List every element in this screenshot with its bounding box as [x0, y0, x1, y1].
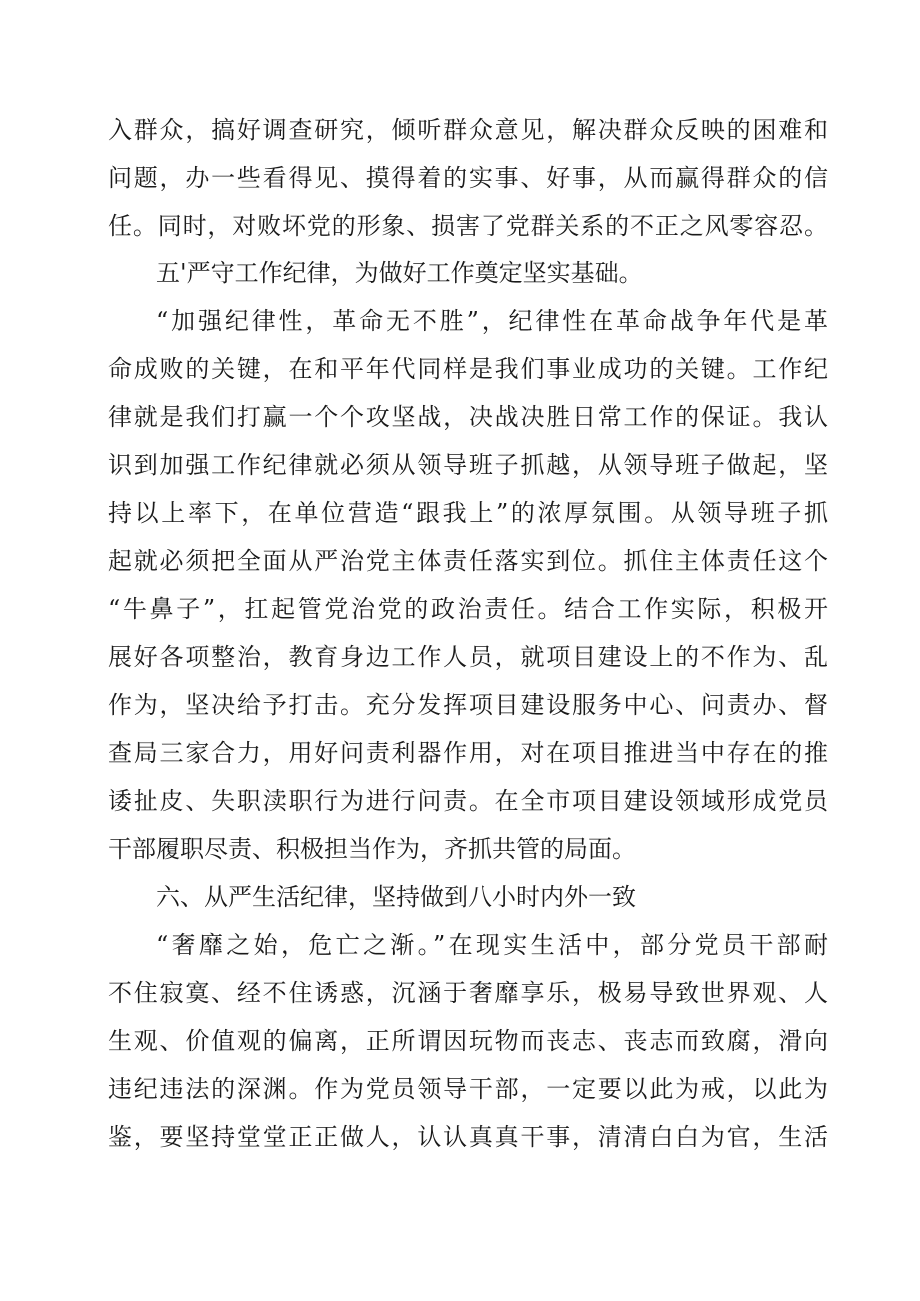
paragraph-line: “牛鼻子”，扛起管党治党的政治责任。结合工作实际，积极开	[108, 595, 828, 623]
paragraph-line: “奢靡之始，危亡之渐。”在现实生活中，部分党员干部耐	[156, 931, 828, 959]
paragraph-line: 问题，办一些看得见、摸得着的实事、好事，从而赢得群众的信	[108, 164, 828, 192]
paragraph-line: 持以上率下，在单位营造“跟我上”的浓厚氛围。从领导班子抓	[108, 499, 828, 527]
paragraph-line: 不住寂寞、经不住诱惑，沉涵于奢靡享乐，极易导致世界观、人	[108, 979, 828, 1007]
paragraph-line: 作为，坚决给予打击。充分发挥项目建设服务中心、问责办、督	[108, 691, 828, 719]
paragraph-line: 识到加强工作纪律就必须从领导班子抓越，从领导班子做起，坚	[108, 451, 828, 479]
paragraph-line: 律就是我们打赢一个个攻坚战，决战决胜日常工作的保证。我认	[108, 403, 828, 431]
section-heading-5: 五'严守工作纪律，为做好工作奠定坚实基础。	[156, 259, 643, 287]
paragraph-line: 鉴，要坚持堂堂正正做人，认认真真干事，清清白白为官，生活	[108, 1123, 828, 1151]
paragraph-line: “加强纪律性，革命无不胜”，纪律性在革命战争年代是革	[156, 307, 828, 335]
paragraph-line: 任。同时，对败坏党的形象、损害了党群关系的不正之风零容忍。	[108, 212, 828, 240]
paragraph-line: 入群众，搞好调查研究，倾听群众意见，解决群众反映的困难和	[108, 116, 828, 144]
paragraph-line: 诿扯皮、失职渎职行为进行问责。在全市项目建设领域形成党员	[108, 787, 828, 815]
paragraph-line: 干部履职尽责、积极担当作为，齐抓共管的局面。	[108, 835, 636, 863]
paragraph-line: 违纪违法的深渊。作为党员领导干部，一定要以此为戒，以此为	[108, 1075, 828, 1103]
paragraph-line: 起就必须把全面从严治党主体责任落实到位。抓住主体责任这个	[108, 547, 828, 575]
paragraph-line: 查局三家合力，用好问责利器作用，对在项目推进当中存在的推	[108, 739, 828, 767]
section-heading-6: 六、从严生活纪律，坚持做到八小时内外一致	[156, 883, 636, 911]
paragraph-line: 命成败的关键，在和平年代同样是我们事业成功的关键。工作纪	[108, 355, 828, 383]
paragraph-line: 展好各项整治，教育身边工作人员，就项目建设上的不作为、乱	[108, 643, 828, 671]
paragraph-line: 生观、价值观的偏离，正所谓因玩物而丧志、丧志而致腐，滑向	[108, 1027, 828, 1055]
